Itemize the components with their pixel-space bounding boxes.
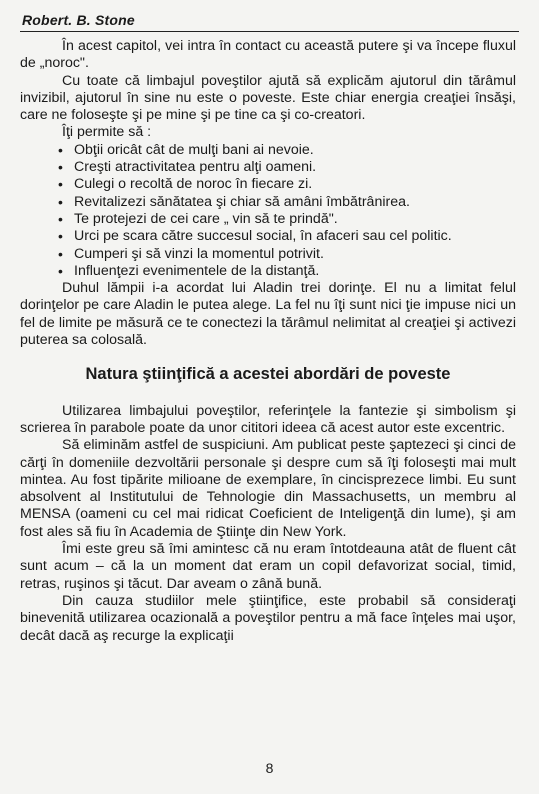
list-item: • Revitalizezi sănătatea şi chiar să amâni îmbătrânirea. (74, 194, 516, 211)
running-header-author: Robert. B. Stone (22, 12, 135, 28)
list-item: • Cumperi şi să vinzi la momentul potrivit. (74, 246, 516, 263)
bullet-list (20, 142, 516, 280)
list-item: • Obţii oricât cât de mulţi bani ai nevoie. (74, 142, 516, 159)
section-title: Natura ştiinţifică a acestei abordări de poveste (85, 365, 451, 384)
list-item: • Influenţezi evenimentele de la distanţă. (74, 263, 516, 280)
paragraph: Din cauza studiilor mele ştiinţifice, este probabil să consideraţi binevenită utilizarea ocazională a poveştilor pentru a mă face înţeles mai uşor, decât dacă aş recurge la explicaţii (20, 592, 516, 644)
paragraph: Să eliminăm astfel de suspiciuni. Am publicat peste şaptezeci şi cinci de cărţi în domeniile dezvoltării personale şi despre cum să îţi foloseşti mai mult mintea. Au fost tipărite milioane de exemplare, în cincisprezece limbi. Eu sunt absolvent al Institutului de Tehnologie din Massachusetts, un membru al MENSA (oameni cu cel mai ridicat Coeficient de Inteligenţă din lume), şi am fost ales să fiu în Academia de Ştiinţe din New York. (20, 437, 516, 540)
paragraph: În acest capitol, vei intra în contact cu această putere şi va începe fluxul de „noroc". (20, 38, 516, 72)
list-item: • Te protejezi de cei care „ vin să te prindă". (74, 211, 516, 228)
paragraph: Utilizarea limbajului poveştilor, referinţele la fantezie şi simbolism şi scrierea în parabole poate da unor cititori ideea că acest autor este excentric. (20, 402, 516, 436)
list-item: • Urci pe scara către succesul social, în afaceri sau cel politic. (74, 228, 516, 245)
paragraph: Duhul lămpii i-a acordat lui Aladin trei dorinţe. El nu a limitat felul dorinţelor pe care Aladin le putea alege. La fel nu îţi sunt nici ţie impuse nici un fel de limite pe măsură ce te conectezi la tărâmul nelimitat al creaţiei şi activezi puterea sa colosală. (20, 280, 516, 349)
list-item: • Culegi o recoltă de noroc în fiecare zi. (74, 176, 516, 193)
paragraph: Îmi este greu să îmi amintesc că nu eram întotdeauna atât de fluent cât sunt acum – că la un moment dat eram un copil defavorizat social, timid, retras, ruşinos şi tăcut. Dar aveam o zână bună. (20, 541, 516, 592)
list-item: • Creşti atractivitatea pentru alţi oameni. (74, 159, 516, 176)
page-body (20, 38, 516, 645)
header-rule (20, 31, 519, 32)
paragraph: Cu toate că limbajul poveştilor ajută să explicăm ajutorul din tărâmul invizibil, ajutorul în sine nu este o poveste. Este chiar energia creaţiei însăşi, care ne foloseşte şi pe mine şi pe tine ca şi co-creatori. (20, 72, 516, 124)
page-number: 8 (265, 760, 274, 776)
paragraph-list-intro: Îţi permite să : (62, 124, 152, 141)
